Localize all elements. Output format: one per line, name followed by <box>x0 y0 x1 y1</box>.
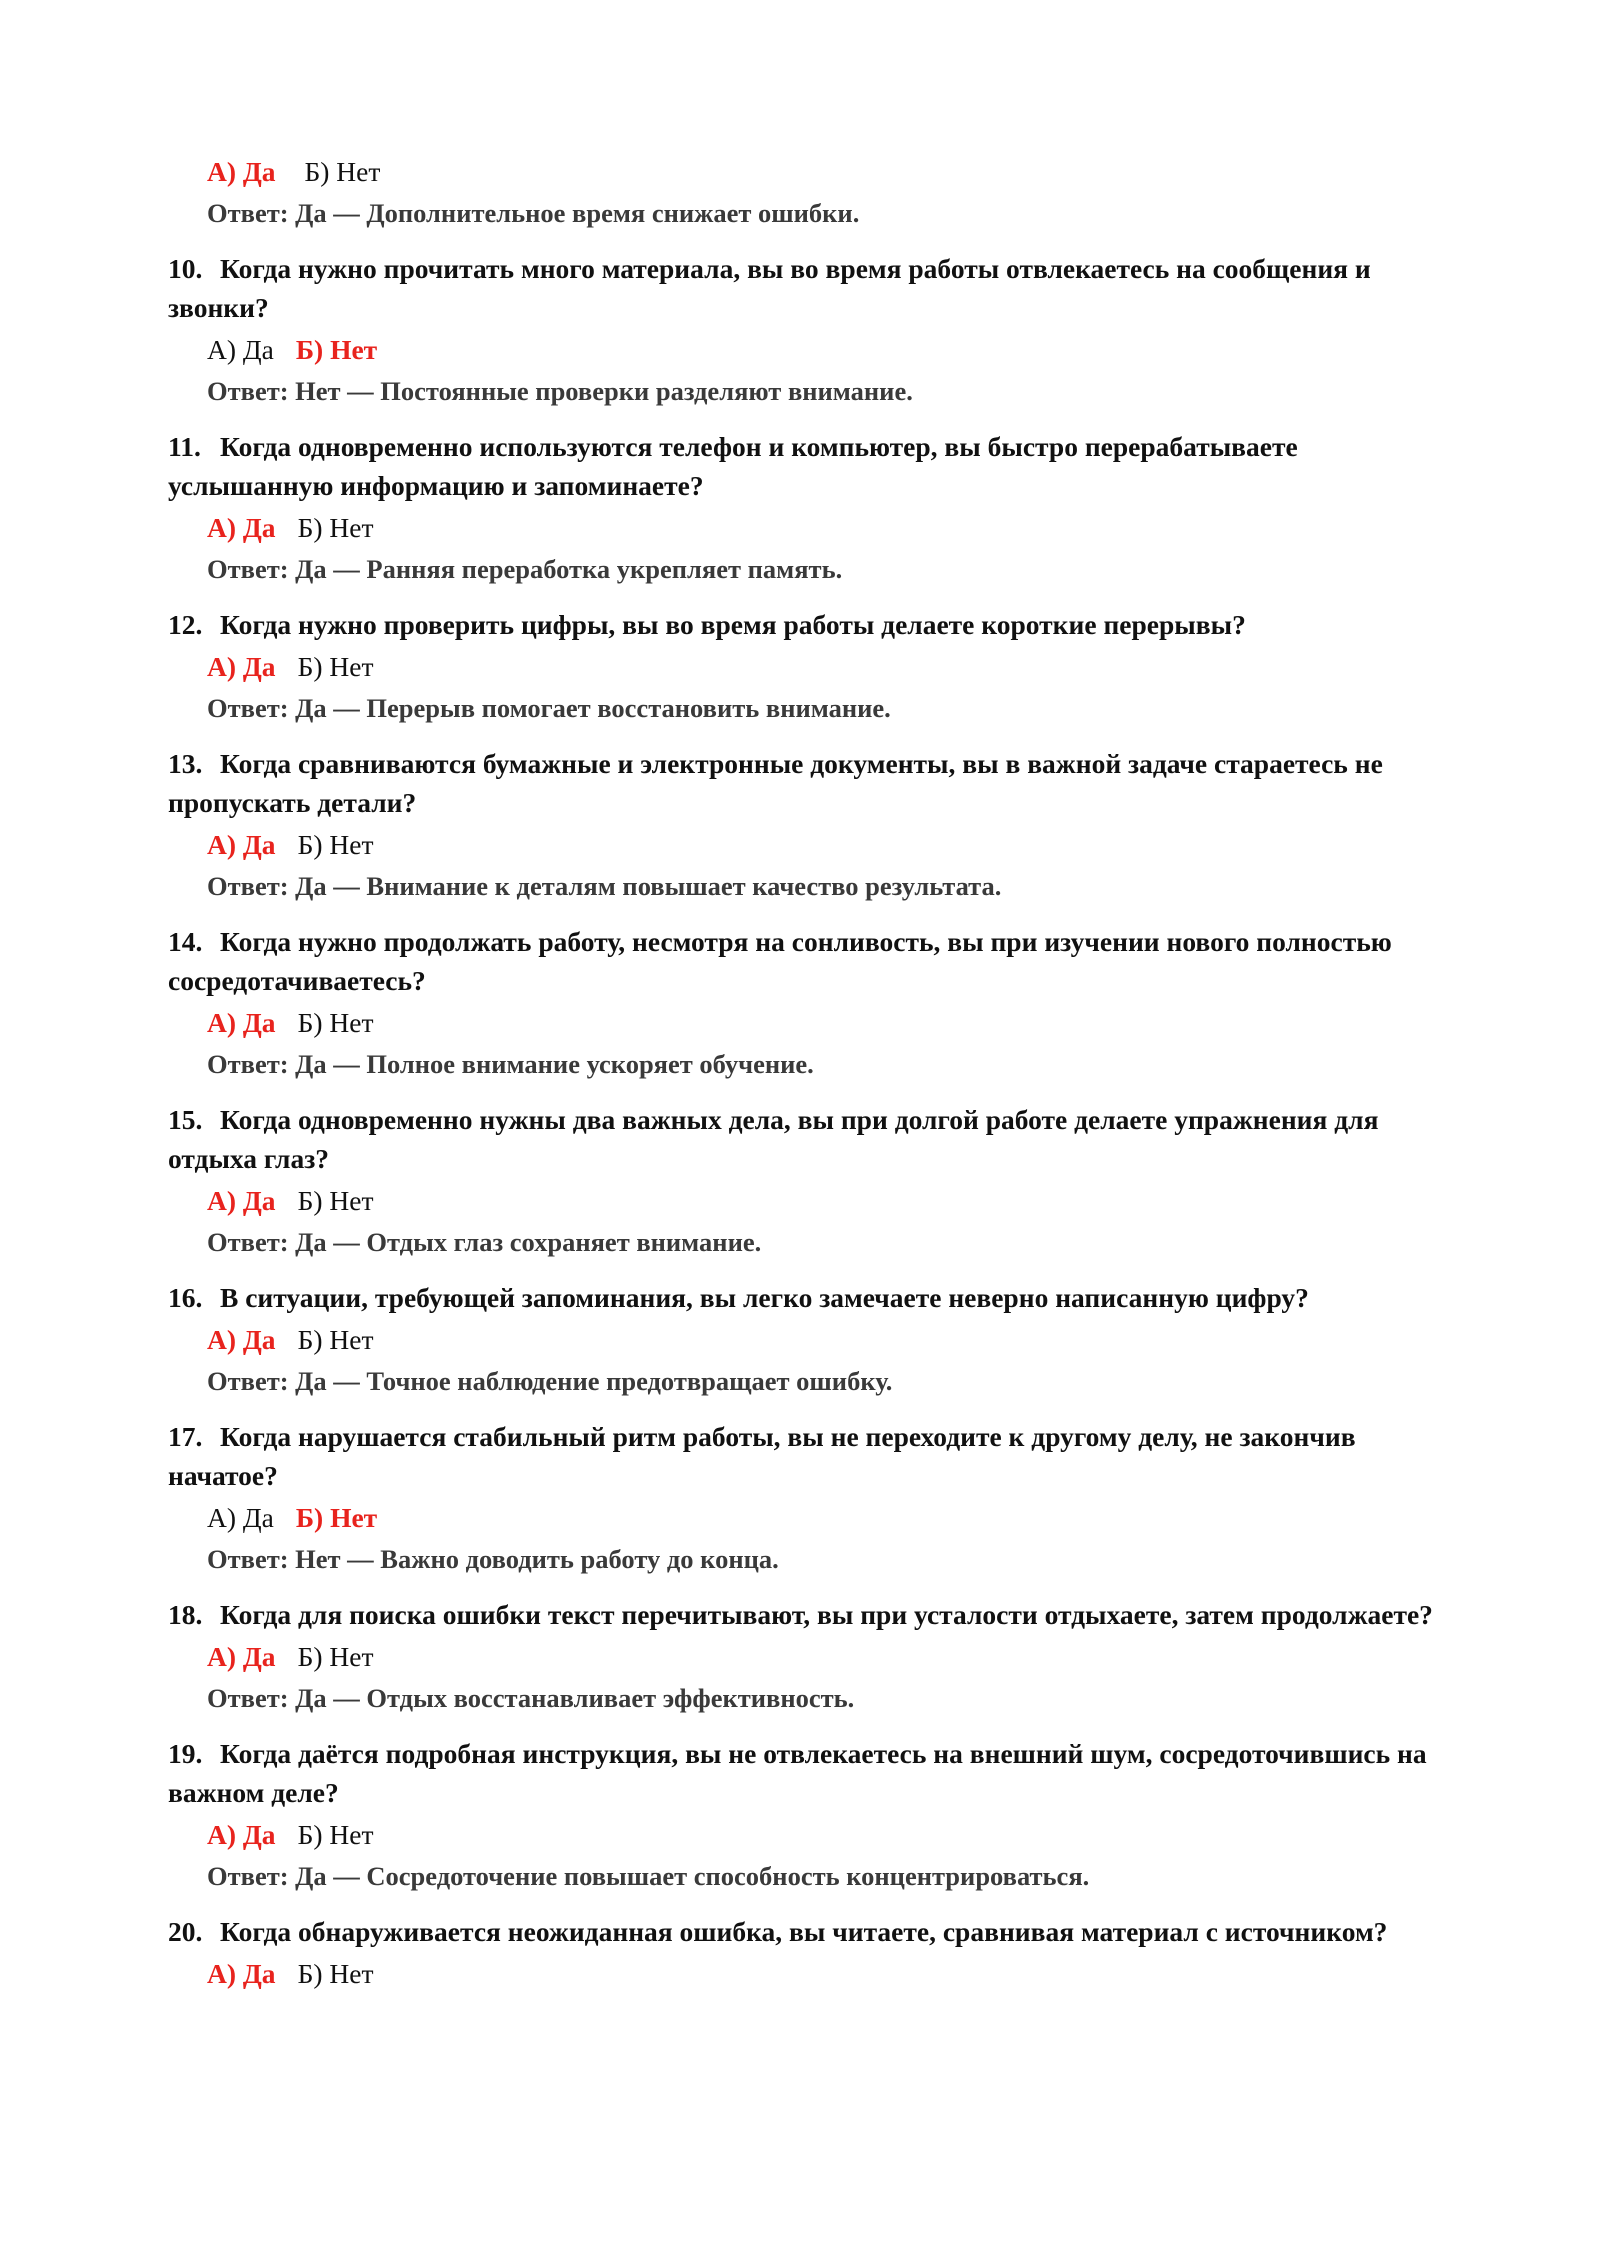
question-block <box>0 427 1600 589</box>
question-label: Когда сравниваются бумажные и электронные документы, вы в важной задаче стараетесь не пропускать детали? <box>168 748 1383 818</box>
question-block <box>0 1912 1600 1993</box>
question-block <box>0 922 1600 1084</box>
answer-line: Ответ: Да — Внимание к деталям повышает качество результата. <box>207 871 1002 901</box>
question-label: Когда нужно продолжать работу, несмотря на сонливость, вы при изучении нового полностью сосредотачиваетесь? <box>168 926 1392 996</box>
question-text <box>0 1734 1448 1812</box>
question-text <box>0 922 1448 1000</box>
question-block <box>0 1278 1600 1401</box>
question-label: Когда одновременно используются телефон и компьютер, вы быстро перерабатываете услышанную информацию и запоминаете? <box>168 431 1298 501</box>
option-a: А) Да <box>207 512 276 543</box>
option-a: А) Да <box>207 156 276 187</box>
options-row <box>0 1637 1600 1676</box>
question-text <box>0 1100 1448 1178</box>
options-row <box>0 330 1600 369</box>
question-number: 16. <box>168 1282 203 1313</box>
option-b: Б) Нет <box>297 829 374 860</box>
question-text <box>0 744 1448 822</box>
option-a: А) Да <box>207 334 274 365</box>
options-row <box>0 1320 1600 1359</box>
options-row <box>0 825 1600 864</box>
option-a: А) Да <box>207 1819 276 1850</box>
answer-line: Ответ: Да — Точное наблюдение предотвращает ошибку. <box>207 1366 893 1396</box>
answer-line: Ответ: Нет — Важно доводить работу до конца. <box>207 1544 779 1574</box>
question-number: 12. <box>168 609 203 640</box>
question-block <box>0 605 1600 728</box>
answer-line: Ответ: Да — Ранняя переработка укрепляет память. <box>207 554 843 584</box>
question-number: 19. <box>168 1738 203 1769</box>
option-b: Б) Нет <box>297 1185 374 1216</box>
question-block <box>0 1100 1600 1262</box>
options-row <box>0 1181 1600 1220</box>
question-text <box>0 427 1448 505</box>
question-label: Когда нарушается стабильный ритм работы, вы не переходите к другому делу, не закончив начатое? <box>168 1421 1356 1491</box>
option-a: А) Да <box>207 1958 276 1989</box>
question-label: Когда даётся подробная инструкция, вы не отвлекаетесь на внешний шум, сосредоточившись на важном деле? <box>168 1738 1427 1808</box>
option-a: А) Да <box>207 1641 276 1672</box>
option-b: Б) Нет <box>297 651 374 682</box>
option-b: Б) Нет <box>297 1958 374 1989</box>
option-b: Б) Нет <box>297 1007 374 1038</box>
answer-line: Ответ: Да — Полное внимание ускоряет обучение. <box>207 1049 814 1079</box>
quiz-content <box>0 152 1600 1993</box>
question-number: 14. <box>168 926 203 957</box>
option-b: Б) Нет <box>295 334 378 365</box>
option-a: А) Да <box>207 1007 276 1038</box>
question-label: Когда для поиска ошибки текст перечитывают, вы при усталости отдыхаете, затем продолжаете? <box>220 1599 1433 1630</box>
question-block <box>0 744 1600 906</box>
question-number: 10. <box>168 253 203 284</box>
question-text <box>0 1912 1448 1951</box>
question-text <box>0 249 1448 327</box>
question-number: 17. <box>168 1421 203 1452</box>
question-block <box>0 249 1600 411</box>
options-row <box>0 1498 1600 1537</box>
answer-line: Ответ: Да — Сосредоточение повышает способность концентрироваться. <box>207 1861 1090 1891</box>
options-row <box>0 1815 1600 1854</box>
answer-line: Ответ: Да — Отдых восстанавливает эффективность. <box>207 1683 855 1713</box>
option-a: А) Да <box>207 829 276 860</box>
option-b: Б) Нет <box>297 1641 374 1672</box>
options-row <box>0 1003 1600 1042</box>
question-text <box>0 1595 1448 1634</box>
answer-line: Ответ: Да — Перерыв помогает восстановить внимание. <box>207 693 891 723</box>
question-label: Когда нужно проверить цифры, вы во время работы делаете короткие перерывы? <box>220 609 1246 640</box>
question-block <box>0 1595 1600 1718</box>
question-text <box>0 1417 1448 1495</box>
options-row <box>0 1954 1600 1993</box>
option-b: Б) Нет <box>295 1502 378 1533</box>
question-block <box>0 1417 1600 1579</box>
question-number: 18. <box>168 1599 203 1630</box>
question-block <box>0 1734 1600 1896</box>
option-b: Б) Нет <box>304 156 381 187</box>
question-number: 20. <box>168 1916 203 1947</box>
answer-line: Ответ: Да — Отдых глаз сохраняет внимание. <box>207 1227 762 1257</box>
option-a: А) Да <box>207 1185 276 1216</box>
option-b: Б) Нет <box>297 512 374 543</box>
question-number: 13. <box>168 748 203 779</box>
question-label: Когда одновременно нужны два важных дела, вы при долгой работе делаете упражнения для отдыха глаз? <box>168 1104 1379 1174</box>
options-row-top <box>0 152 1600 191</box>
question-label: Когда нужно прочитать много материала, вы во время работы отвлекаетесь на сообщения и звонки? <box>168 253 1371 323</box>
answer-line: Ответ: Да — Дополнительное время снижает ошибки. <box>207 198 860 228</box>
option-a: А) Да <box>207 1324 276 1355</box>
options-row <box>0 508 1600 547</box>
options-row <box>0 647 1600 686</box>
question-label: В ситуации, требующей запоминания, вы легко замечаете неверно написанную цифру? <box>220 1282 1309 1313</box>
question-list <box>0 249 1600 1993</box>
question-text <box>0 605 1448 644</box>
answer-line: Ответ: Нет — Постоянные проверки разделяют внимание. <box>207 376 913 406</box>
option-a: А) Да <box>207 1502 274 1533</box>
question-text <box>0 1278 1448 1317</box>
option-b: Б) Нет <box>297 1819 374 1850</box>
question-label: Когда обнаруживается неожиданная ошибка, вы читаете, сравнивая материал с источником? <box>220 1916 1388 1947</box>
option-a: А) Да <box>207 651 276 682</box>
question-number: 11. <box>168 431 201 462</box>
option-b: Б) Нет <box>297 1324 374 1355</box>
question-number: 15. <box>168 1104 203 1135</box>
